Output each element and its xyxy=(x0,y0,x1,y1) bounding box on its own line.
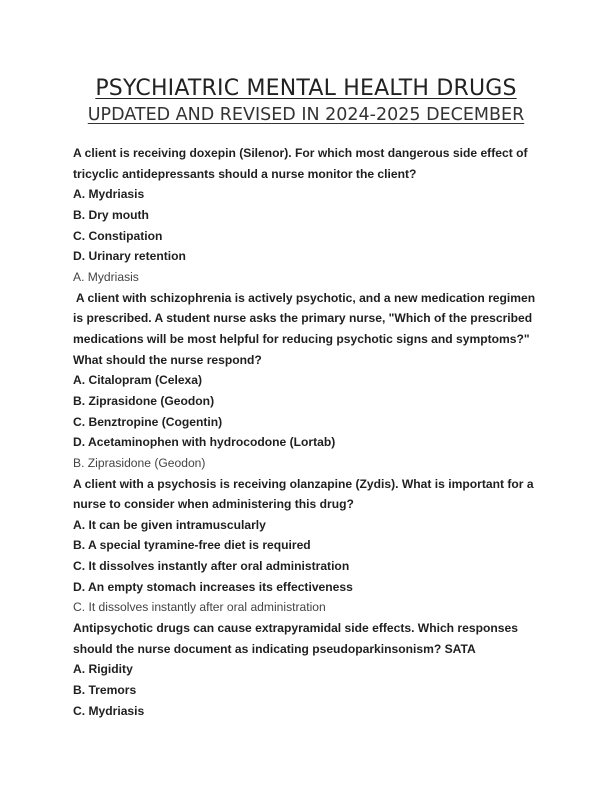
question-block xyxy=(73,288,543,474)
answer-option: C. Mydriasis xyxy=(73,703,145,718)
question-block xyxy=(73,618,543,721)
question-stem-line: is prescribed. A student nurse asks the primary nurse, "Which of the prescribed xyxy=(73,311,533,326)
answer-option: D. An empty stomach increases its effectiveness xyxy=(73,579,353,594)
answer-option: A. Mydriasis xyxy=(73,187,145,202)
question-block xyxy=(73,474,543,619)
question-stem-line: should the nurse document as indicating pseudoparkinsonism? SATA xyxy=(73,641,476,656)
question-stem-line: A client is receiving doxepin (Silenor). For which most dangerous side effect of xyxy=(73,146,528,160)
question-stem-line: nurse to consider when administering this drug? xyxy=(73,497,354,512)
correct-answer: B. Ziprasidone (Geodon) xyxy=(73,455,206,470)
answer-option: C. Constipation xyxy=(73,228,163,243)
correct-answer: C. It dissolves instantly after oral administration xyxy=(73,600,326,615)
question-stem-line: Antipsychotic drugs can cause extrapyramidal side effects. Which responses xyxy=(73,621,518,636)
question-stem-line: What should the nurse respond? xyxy=(73,352,262,367)
answer-option: A. Rigidity xyxy=(73,662,133,677)
answer-option: D. Acetaminophen with hydrocodone (Lortab) xyxy=(73,435,336,450)
page-title: PSYCHIATRIC MENTAL HEALTH DRUGS xyxy=(95,76,517,101)
question-stem-line: A client with schizophrenia is actively psychotic, and a new medication regimen xyxy=(73,290,536,305)
question-stem-line: A client with a psychosis is receiving olanzapine (Zydis). What is important for a xyxy=(73,476,534,491)
question-list xyxy=(73,143,543,721)
question-stem-line: tricyclic antidepressants should a nurse monitor the client? xyxy=(73,166,417,181)
question-block xyxy=(73,143,543,288)
question-stem-line: medications will be most helpful for reducing psychotic signs and symptoms?" xyxy=(73,331,530,346)
answer-option: C. It dissolves instantly after oral administration xyxy=(73,559,350,574)
correct-answer: A. Mydriasis xyxy=(73,269,139,284)
answer-option: B. Dry mouth xyxy=(73,207,149,222)
page-subtitle: UPDATED AND REVISED IN 2024-2025 DECEMBER xyxy=(87,105,525,125)
answer-option: A. It can be given intramuscularly xyxy=(73,517,266,532)
answer-option: B. Tremors xyxy=(73,683,137,698)
answer-option: C. Benztropine (Cogentin) xyxy=(73,414,223,429)
answer-option: A. Citalopram (Celexa) xyxy=(73,373,203,388)
answer-option: B. A special tyramine-free diet is required xyxy=(73,538,311,553)
answer-option: B. Ziprasidone (Geodon) xyxy=(73,393,215,408)
answer-option: D. Urinary retention xyxy=(73,249,186,264)
